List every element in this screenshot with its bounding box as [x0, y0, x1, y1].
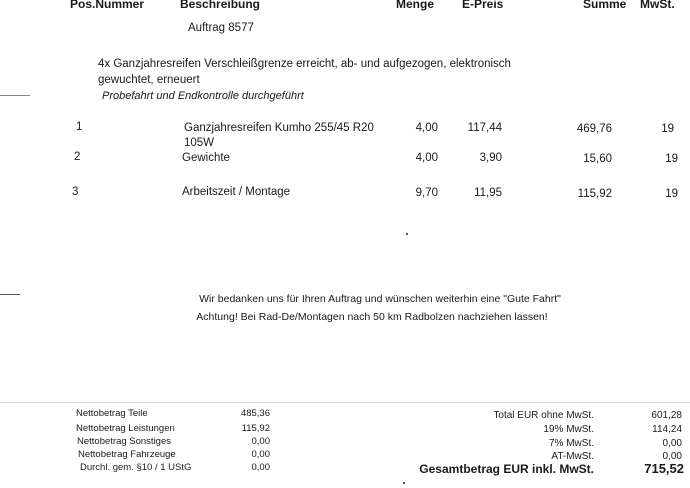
intro-line-1: 4x Ganzjahresreifen Verschleißgrenze erreicht, ab- und aufgezogen, elektronisch [98, 58, 511, 70]
netto-value: 0,00 [251, 436, 270, 447]
totals-value: 0,00 [662, 438, 682, 449]
scan-speck [406, 233, 408, 235]
netto-label: Durchl. gem. §10 / 1 UStG [80, 462, 192, 473]
item-pos: 2 [74, 151, 81, 163]
netto-label: Nettobetrag Teile [76, 408, 148, 419]
intro-line-3: Probefahrt und Endkontrolle durchgeführt [102, 90, 304, 102]
order-number: Auftrag 8577 [188, 22, 254, 34]
scan-mark [0, 95, 30, 96]
grand-total-value: 715,52 [644, 461, 684, 476]
item-vat: 19 [665, 153, 678, 165]
item-unit-price: 11,95 [474, 187, 502, 199]
header-pos: Pos.Nummer [70, 0, 145, 11]
totals-label: 19% MwSt. [543, 424, 594, 435]
totals-value: 0,00 [662, 451, 682, 462]
scan-speck [403, 482, 405, 484]
item-pos: 1 [76, 121, 83, 133]
netto-value: 0,00 [251, 462, 270, 473]
item-sum: 115,92 [577, 188, 612, 200]
thanks-line-1: Wir bedanken uns für Ihren Auftrag und wünschen weiterhin eine "Gute Fahrt" [199, 293, 561, 305]
totals-value: 601,28 [651, 410, 682, 421]
netto-label: Nettobetrag Fahrzeuge [78, 449, 176, 460]
grand-total-label: Gesamtbetrag EUR inkl. MwSt. [419, 462, 594, 476]
intro-line-2: gewuchtet, erneuert [98, 74, 200, 86]
totals-label: AT-MwSt. [551, 451, 594, 462]
item-sum: 15,60 [583, 153, 612, 165]
netto-value: 485,36 [240, 408, 270, 419]
totals-value: 114,24 [652, 424, 682, 435]
header-vat: MwSt. [640, 0, 675, 11]
item-vat: 19 [661, 123, 674, 135]
item-unit-price: 3,90 [479, 152, 502, 164]
item-quantity: 4,00 [415, 122, 438, 134]
item-quantity: 9,70 [415, 187, 438, 199]
item-description: Arbeitszeit / Montage [182, 186, 291, 198]
footer-divider [0, 402, 690, 403]
item-description: Ganzjahresreifen Kumho 255/45 R20 [184, 122, 374, 134]
netto-label: Nettobetrag Leistungen [76, 423, 175, 434]
netto-value: 115,92 [241, 423, 270, 434]
item-description-cont: 105W [184, 137, 215, 149]
totals-label: 7% MwSt. [548, 438, 594, 449]
item-vat: 19 [665, 188, 678, 200]
netto-label: Nettobetrag Sonstiges [77, 436, 172, 447]
header-sum: Summe [583, 0, 627, 11]
totals-label: Total EUR ohne MwSt. [493, 410, 594, 421]
header-unit-price: E-Preis [462, 0, 504, 11]
item-unit-price: 117,44 [467, 122, 502, 134]
header-description: Beschreibung [180, 0, 261, 11]
thanks-line-2: Achtung! Bei Rad-De/Montagen nach 50 km Radbolzen nachziehen lassen! [196, 311, 548, 323]
item-description: Gewichte [182, 152, 230, 164]
item-pos: 3 [72, 186, 79, 198]
netto-value: 0,00 [251, 449, 270, 460]
item-quantity: 4,00 [415, 152, 438, 164]
item-sum: 469,76 [576, 123, 612, 135]
scan-mark [0, 294, 20, 295]
header-quantity: Menge [396, 0, 435, 11]
